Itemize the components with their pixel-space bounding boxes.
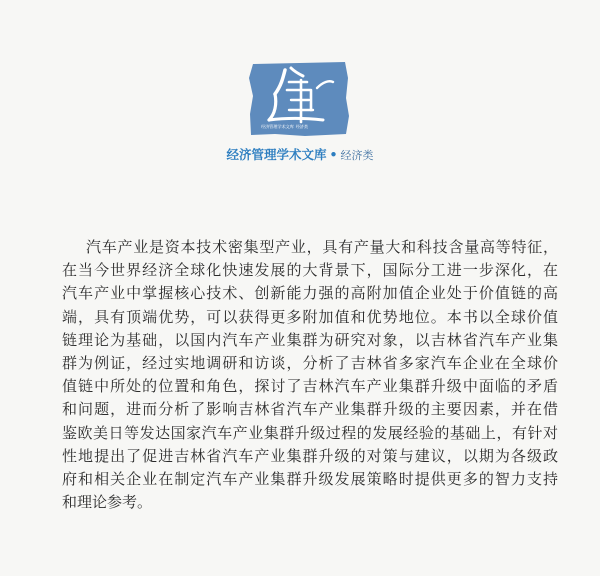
series-name: 经济管理学术文库 — [226, 147, 327, 162]
description-line: 和问题，进而分析了影响吉林省汽车产业集群升级的主要因素，并在借 — [62, 400, 558, 419]
series-title-line — [0, 145, 600, 163]
book-description — [62, 236, 558, 514]
seal-caption-category: 经济类 — [295, 124, 308, 129]
series-category: 经济类 — [340, 149, 374, 162]
description-line: 在当今世界经济全球化快速发展的大背景下，国际分工进一步深化，在 — [62, 261, 558, 280]
description-line: 鉴欧美日等发达国家汽车产业集群升级过程的发展经验的基础上，有针对 — [62, 423, 558, 442]
description-line: 府和相关企业在制定汽车产业集群升级发展策略时提供更多的智力支持 — [62, 470, 558, 489]
description-line: 值链中所处的位置和角色，探讨了吉林汽车产业集群升级中面临的矛盾 — [62, 377, 558, 396]
description-line: 链理论为基础，以国内汽车产业集群为研究对象，以吉林省汽车产业集 — [62, 330, 558, 349]
description-line: 汽车产业中掌握核心技术、创新能力强的高附加值企业处于价值链的高 — [62, 284, 558, 303]
series-separator: • — [329, 147, 338, 162]
description-line: 和理论参考。 — [62, 493, 153, 512]
description-line: 群为例证，经过实地调研和访谈，分析了吉林省多家汽车企业在全球价 — [62, 354, 558, 373]
description-line: 端，具有顶端优势，可以获得更多附加值和优势地位。本书以全球价值 — [62, 307, 558, 326]
seal-caption — [261, 124, 308, 130]
description-line: 性地提出了促进吉林省汽车产业集群升级的对策与建议，以期为各级政 — [62, 446, 558, 465]
seal-caption-title: 经济管理学术文库 — [261, 124, 294, 129]
library-seal-logo — [245, 58, 355, 138]
description-line: 汽车产业是资本技术密集型产业，具有产量大和科技含量高等特征， — [86, 238, 558, 256]
